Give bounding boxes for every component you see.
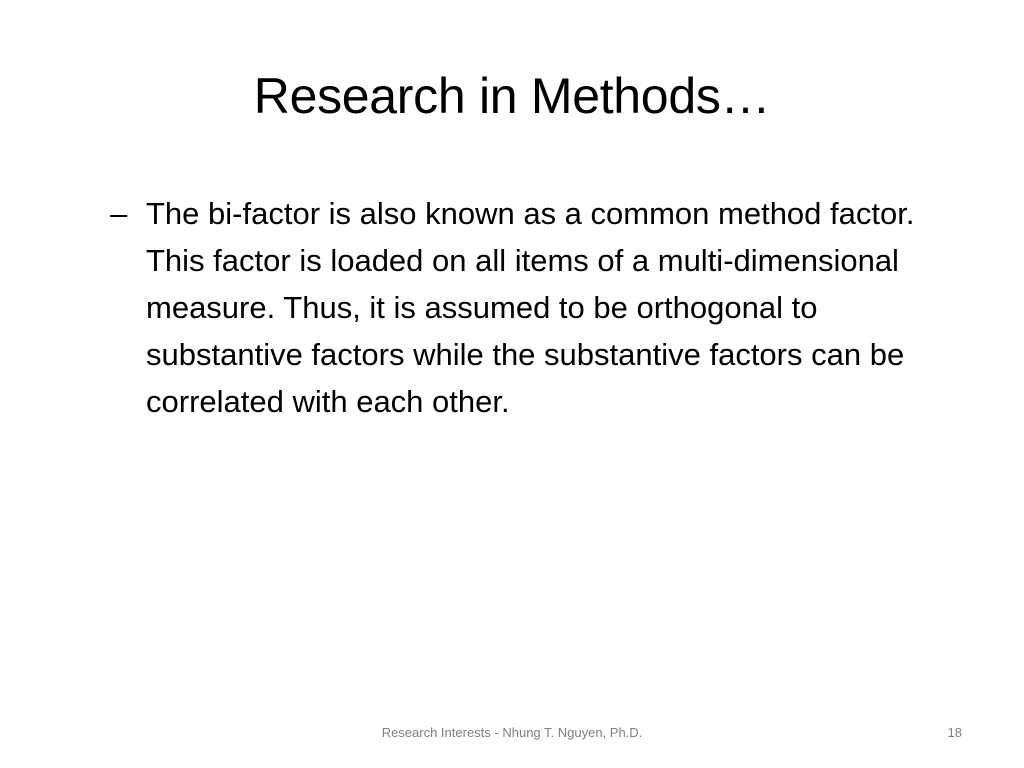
bullet-text: The bi-factor is also known as a common method factor. This factor is loaded on all items of a multi-dimensional measure. Thus, it is assumed to be orthogonal to substantive factors while the substantive factors can be correlated with each other. — [146, 196, 915, 419]
footer-text: Research Interests - Nhung T. Nguyen, Ph.D. — [381, 725, 643, 740]
slide-title: Research in Methods… — [253, 68, 771, 124]
dash-bullet-icon: – — [110, 196, 128, 231]
slide-number: 18 — [947, 725, 962, 740]
bullet-item — [110, 190, 960, 425]
bullet-list — [110, 190, 960, 425]
